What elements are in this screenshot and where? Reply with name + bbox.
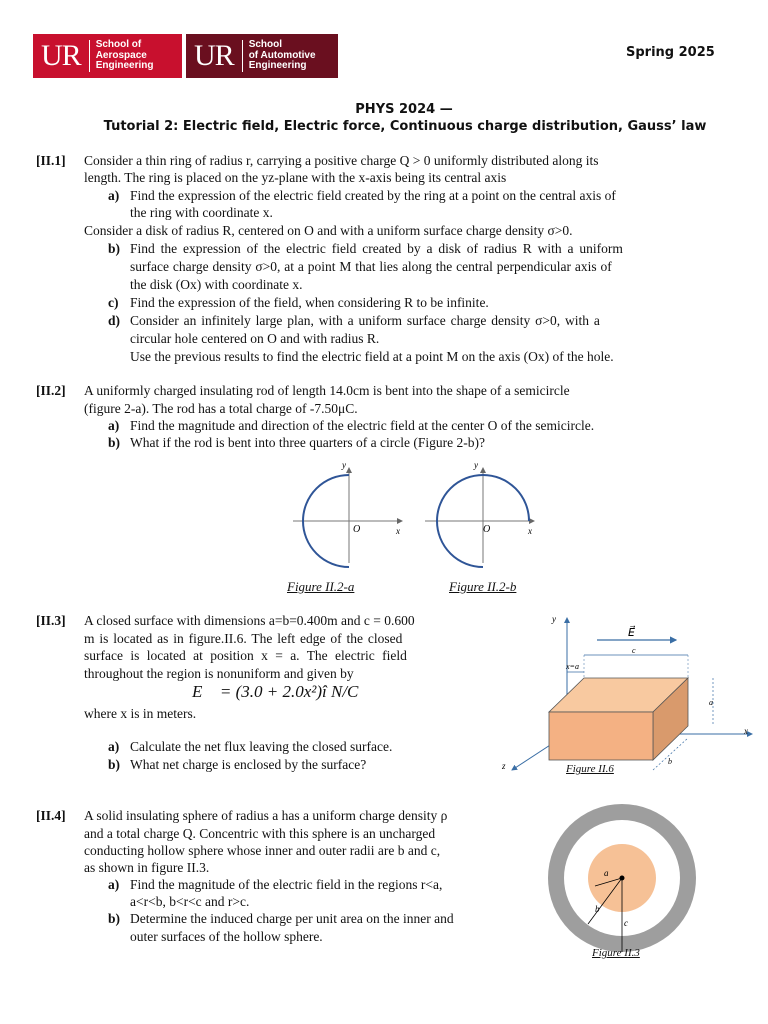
axis-label-z: z (502, 761, 506, 771)
text-line: throughout the region is nonuniform and given by (84, 666, 354, 681)
problem-tag: [II.2] (36, 383, 66, 398)
logo-mark: UR (41, 39, 81, 72)
text-line: Determine the induced charge per unit area on the inner and (130, 911, 454, 926)
text-line: m is located as in figure.II.6. The left edge of the closed (84, 631, 403, 646)
course-code: PHYS 2024 — (355, 102, 453, 117)
dim-label-a: a (709, 698, 713, 707)
origin-label: O (353, 524, 361, 535)
axis-label-x: x (744, 726, 748, 736)
logo-mark: UR (194, 39, 234, 72)
text-line: Consider a disk of radius R, centered on O and with a uniform surface charge density σ>0. (84, 223, 573, 238)
axis-label-y: y (474, 460, 478, 470)
text-line: the ring with coordinate x. (130, 205, 273, 220)
question-label: b) (108, 435, 121, 450)
logo-text: School of Automotive Engineering (248, 39, 316, 72)
text-line: length. The ring is placed on the yz-plane with the x-axis being its central axis (84, 170, 507, 185)
text-line: Find the magnitude of the electric field in the regions r<a, (130, 877, 443, 892)
text-line: Consider a thin ring of radius r, carrying a positive charge Q > 0 uniformly distributed along its (84, 153, 599, 168)
origin-label: O (483, 524, 491, 535)
question-label: a) (108, 739, 120, 754)
axis-label-y: y (342, 460, 346, 470)
text-line: Find the expression of the electric field created by the ring at a point on the central axis of (130, 188, 616, 203)
logo-aerospace (33, 34, 182, 78)
text-line: outer surfaces of the hollow sphere. (130, 929, 323, 944)
question-label: b) (108, 241, 121, 256)
question-label: a) (108, 188, 120, 203)
axis-label-x: x (528, 526, 532, 536)
text-line: conducting hollow sphere whose inner and outer radii are b and c, (84, 843, 441, 858)
text-line: as shown in figure II.3. (84, 860, 210, 875)
problem-tag: [II.1] (36, 153, 66, 168)
equation: E⃗ = (3.0 + 2.0x²)î N/C (192, 682, 359, 701)
radius-label-b: b (595, 904, 600, 914)
text-line: circular hole centered on O and with radius R. (130, 331, 380, 346)
box-front (549, 712, 653, 760)
figure-caption: Figure II.2-a (287, 579, 355, 594)
text-line: Find the magnitude and direction of the electric field at the center O of the semicircle. (130, 418, 595, 433)
text-line: A solid insulating sphere of radius a has a uniform charge density ρ (84, 808, 448, 823)
radius-label-a: a (604, 868, 609, 878)
dim-label-b: b (668, 757, 672, 766)
semester: Spring 2025 (626, 45, 715, 60)
text-line: and a total charge Q. Concentric with this sphere is an uncharged (84, 826, 436, 841)
logo-automotive (186, 34, 338, 78)
logo-text: School of Aerospace Engineering (95, 39, 154, 72)
text-line: (figure 2-a). The rod has a total charge of -7.50μC. (84, 401, 358, 416)
text-line: Consider an infinitely large plan, with a uniform surface charge density σ>0, with a (130, 313, 600, 328)
axis-label-x: x (396, 526, 400, 536)
text-line: Calculate the net flux leaving the closed surface. (130, 739, 393, 754)
figure-caption: Figure II.2-b (449, 579, 517, 594)
problem-tag: [II.3] (36, 613, 66, 628)
page-title: Tutorial 2: Electric field, Electric force, Continuous charge distribution, Gauss’ law (103, 119, 707, 134)
figure-concentric-spheres (540, 800, 710, 962)
text-line: a<r<b, b<r<c and r>c. (130, 894, 250, 909)
text-line: A closed surface with dimensions a=b=0.400m and c = 0.600 (84, 613, 415, 628)
figure-caption: Figure II.3 (592, 947, 640, 959)
question-label: a) (108, 877, 120, 892)
problem-tag: [II.4] (36, 808, 66, 823)
field-label: E⃗ (628, 627, 635, 639)
figure-closed-surface (500, 610, 762, 780)
question-label: b) (108, 911, 121, 926)
text-line: Find the expression of the field, when considering R to be infinite. (130, 295, 489, 310)
text-line: Use the previous results to find the electric field at a point M on the axis (Ox) of the hole. (130, 349, 614, 364)
dim-label-c: c (632, 646, 636, 655)
question-label: c) (108, 295, 119, 310)
text-line: surface is located at position x = a. The electric field (84, 648, 407, 663)
text-line: Find the expression of the electric field created by a disk of radius R with a uniform (130, 241, 623, 256)
text-line: What net charge is enclosed by the surface? (130, 757, 367, 772)
figure-caption: Figure II.6 (566, 763, 614, 775)
dim-label-xa: x=a (566, 662, 579, 671)
radius-label-c: c (624, 918, 628, 928)
text-line: where x is in meters. (84, 706, 197, 721)
text-line: the disk (Ox) with coordinate x. (130, 277, 303, 292)
question-label: b) (108, 757, 121, 772)
text-line: surface charge density σ>0, at a point M that lies along the central perpendicular axis of (130, 259, 612, 274)
axis-label-y: y (552, 614, 556, 624)
figure-semicircle (290, 458, 410, 570)
figure-three-quarter-circle (422, 458, 542, 570)
question-label: d) (108, 313, 121, 328)
question-label: a) (108, 418, 120, 433)
text-line: What if the rod is bent into three quarters of a circle (Figure 2-b)? (130, 435, 485, 450)
text-line: A uniformly charged insulating rod of length 14.0cm is bent into the shape of a semicircle (84, 383, 570, 398)
